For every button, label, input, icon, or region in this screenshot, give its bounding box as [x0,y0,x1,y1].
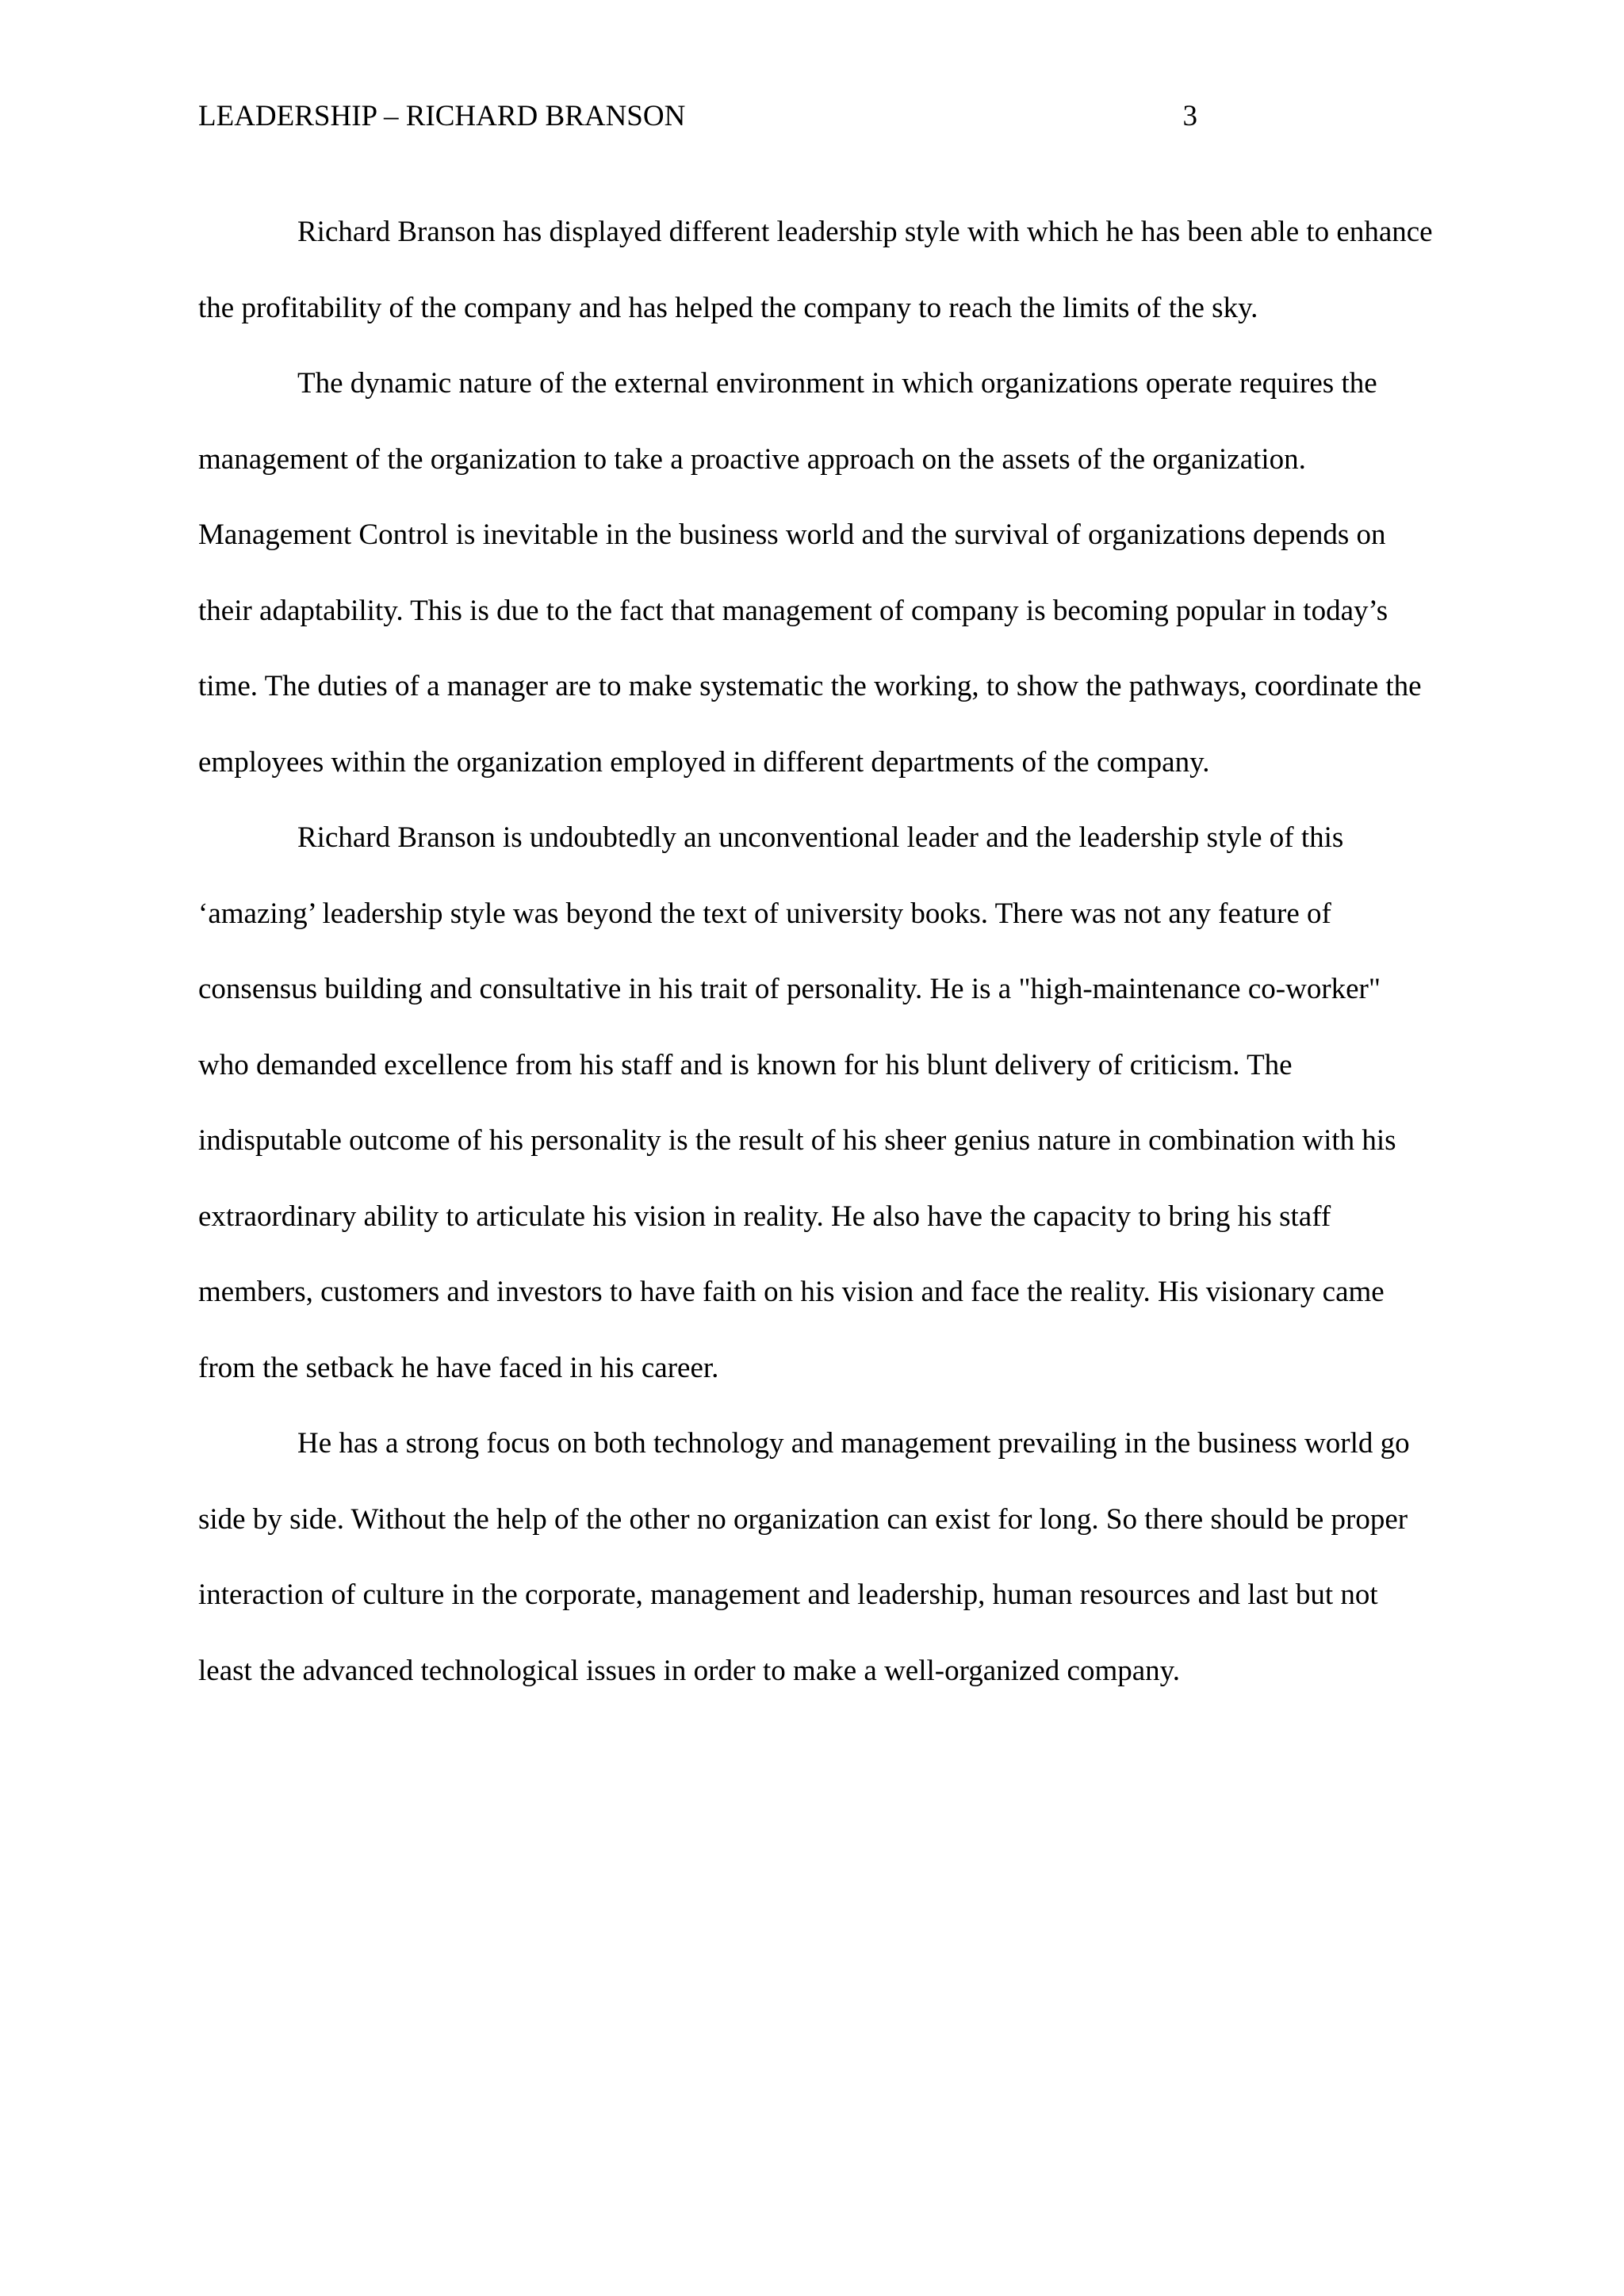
paragraph: He has a strong focus on both technology and management prevailing in the business world go side by side. Without the help of the other no organization can exist for long. So there should be proper interaction of culture in the corporate, management and leadership, human resources and last but not least the advanced technological issues in order to make a well-organized company. [198,1427,1410,1687]
paragraph: Richard Branson is undoubtedly an unconventional leader and the leadership style of this ‘amazing’ leadership style was beyond the text of university books. There was not any feature of consensus building and consultative in his trait of personality. He is a "high-maintenance co-worker" who demanded excellence from his staff and is known for his blunt delivery of criticism. The indisputable outcome of his personality is the result of his sheer genius nature in combination with his extraordinary ability to articulate his vision in reality. He also have the capacity to bring his staff members, customers and investors to have faith on his vision and face the reality. His visionary came from the setback he have faced in his career. [198,821,1396,1384]
page-number: 3 [1182,100,1197,132]
paragraph: Richard Branson has displayed different leadership style with which he has been able to enhance the profitability of the company and has helped the company to reach the limits of the sky. [198,216,1433,324]
running-head-title: LEADERSHIP – RICHARD BRANSON [198,100,686,132]
body-text [198,194,1435,1709]
paragraph: The dynamic nature of the external environment in which organizations operate requires the management of the organization to take a proactive approach on the assets of the organization. Management Control is inevitable in the business world and the survival of organizations depends on their adaptability. This is due to the fact that management of company is becoming popular in today’s time. The duties of a manager are to make systematic the working, to show the pathways, coordinate the employees within the organization employed in different departments of the company. [198,367,1422,779]
running-head [198,96,1197,137]
